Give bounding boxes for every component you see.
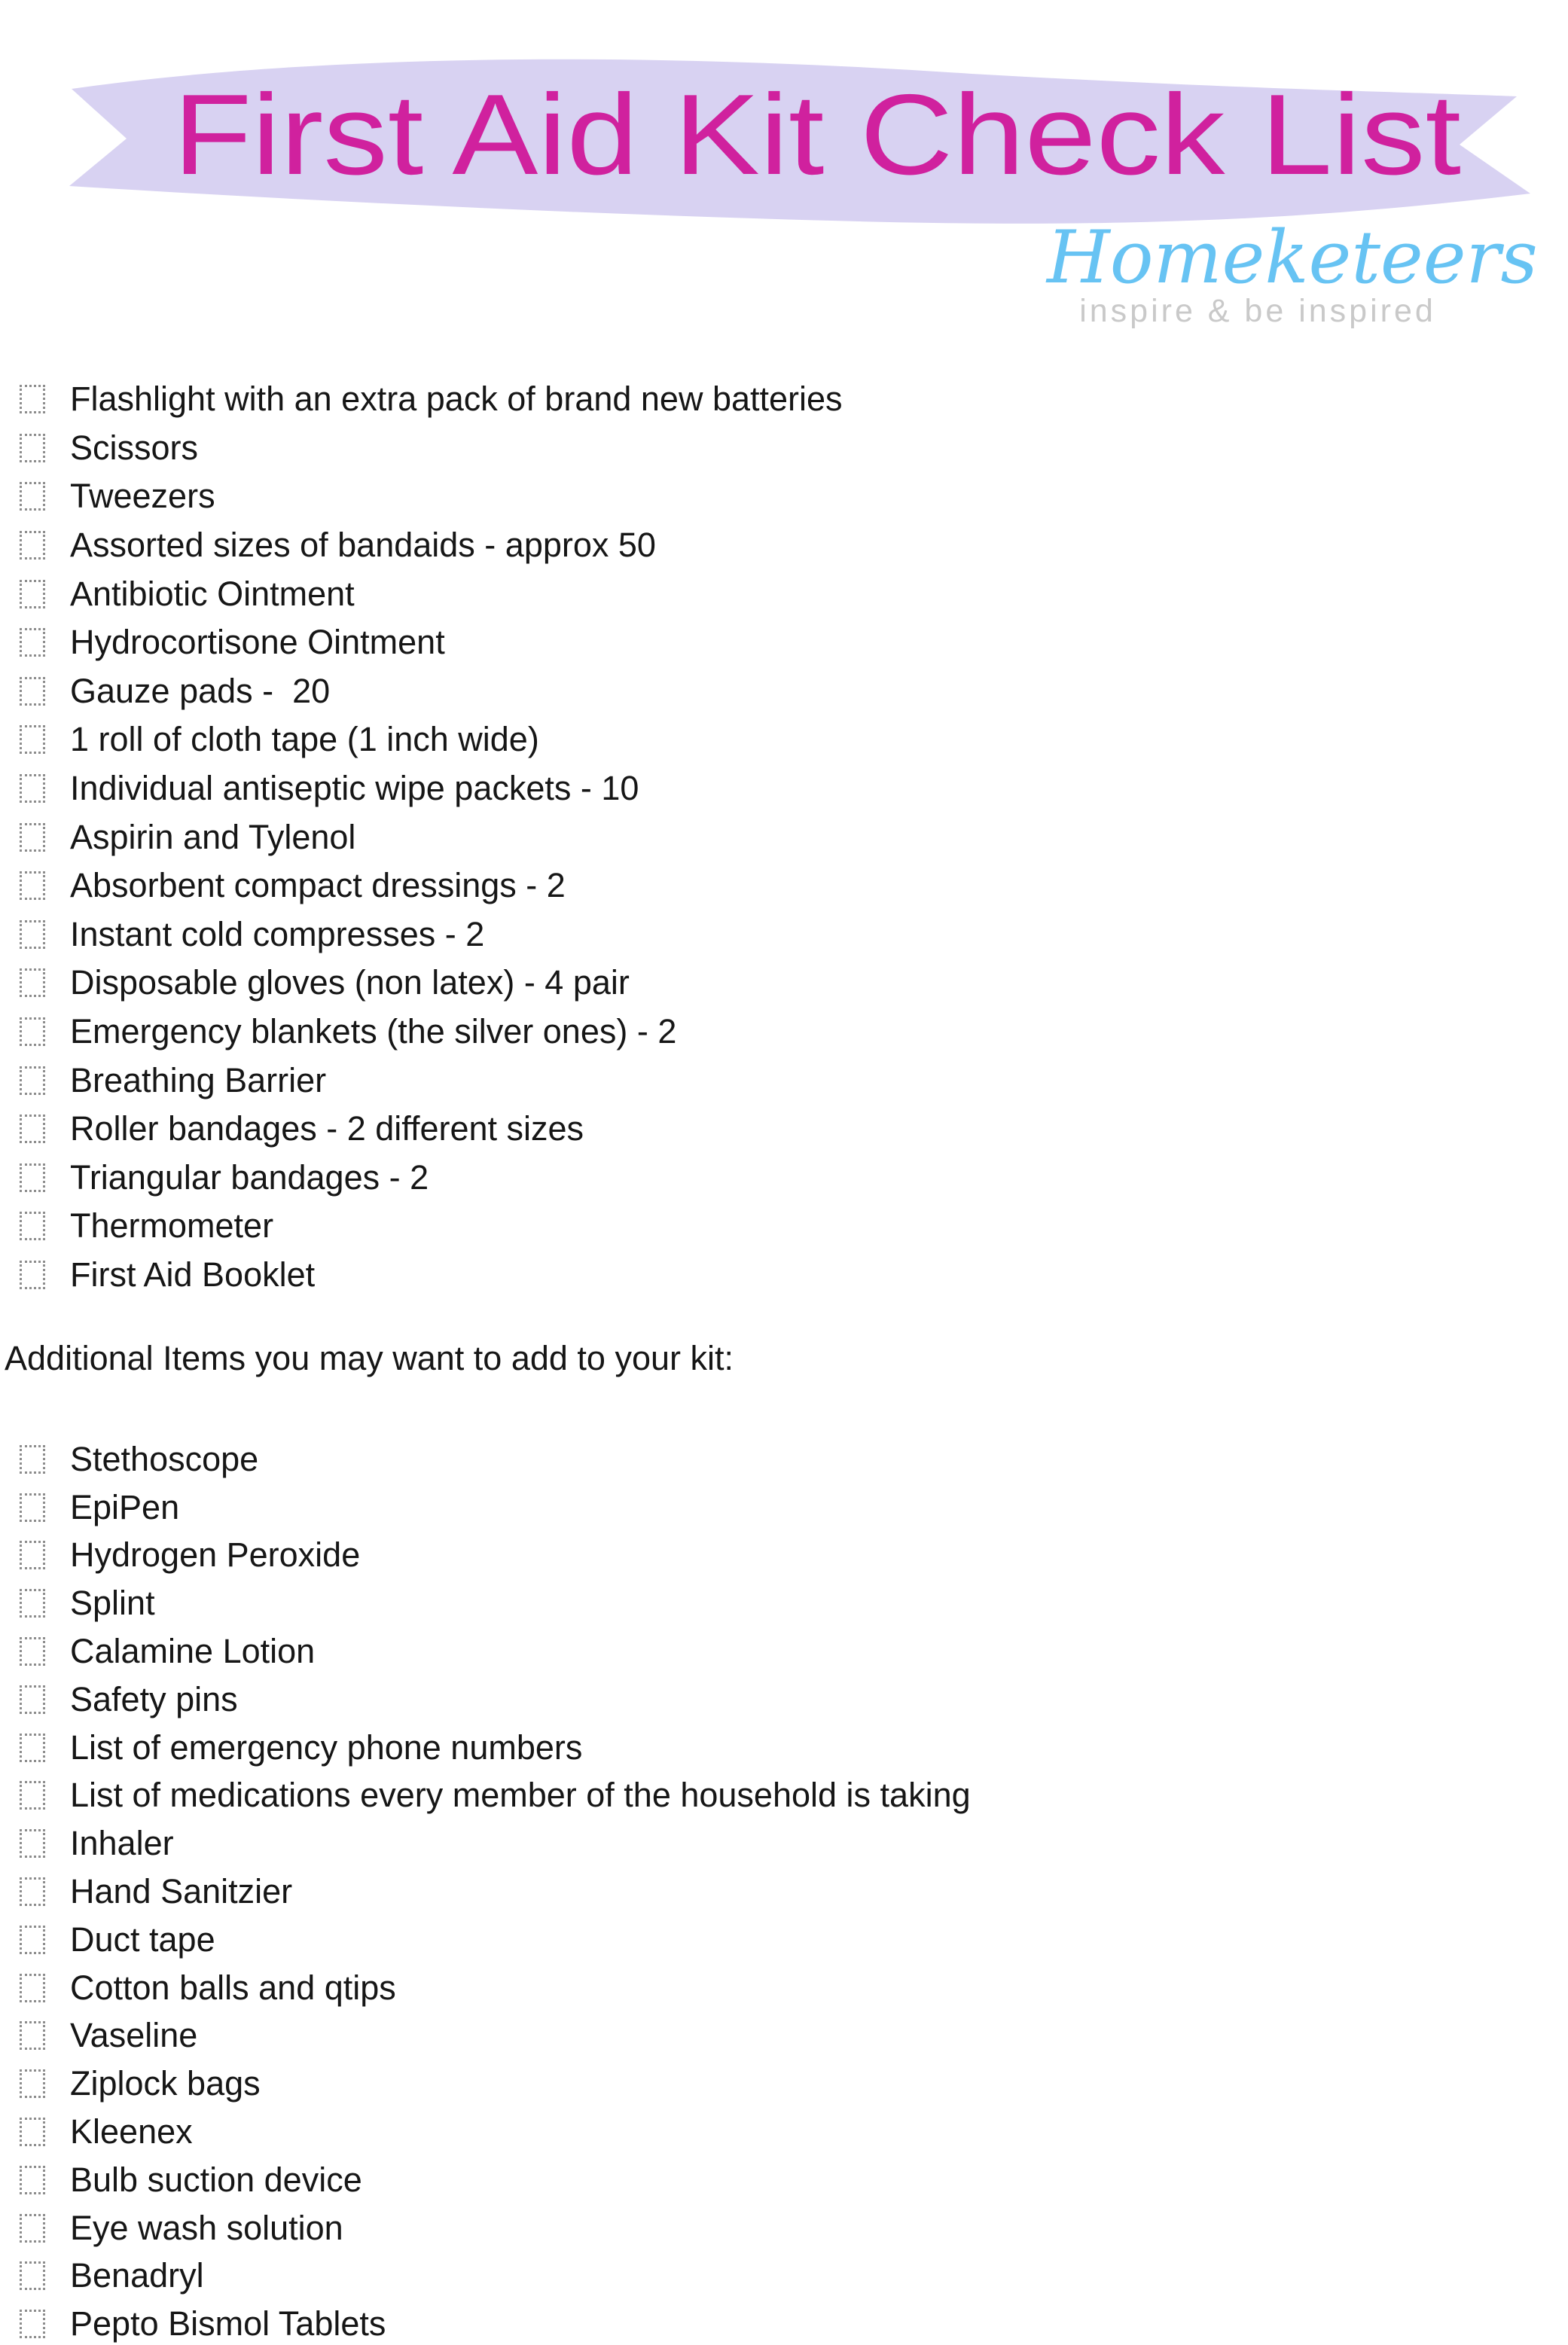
checklist-item-label: List of emergency phone numbers bbox=[70, 1727, 583, 1767]
checklist-item-label: Hydrogen Peroxide bbox=[70, 1535, 361, 1575]
checkbox[interactable] bbox=[20, 2021, 45, 2050]
checklist-row bbox=[20, 1868, 971, 1916]
checklist-row bbox=[20, 1772, 971, 1820]
checklist-item-label: Pepto Bismol Tablets bbox=[70, 2304, 386, 2343]
checklist-row bbox=[20, 2252, 971, 2301]
checkbox[interactable] bbox=[20, 482, 45, 511]
checkbox[interactable] bbox=[20, 1261, 45, 1289]
checklist-row bbox=[20, 521, 843, 570]
checkbox[interactable] bbox=[20, 434, 45, 462]
checkbox[interactable] bbox=[20, 871, 45, 900]
checklist-item-label: Cotton balls and qtips bbox=[70, 1968, 396, 2007]
checklist-row bbox=[20, 2300, 971, 2345]
checklist-row bbox=[20, 959, 843, 1008]
checkbox[interactable] bbox=[20, 2261, 45, 2290]
additional-items-checklist bbox=[20, 1435, 971, 2345]
checkbox[interactable] bbox=[20, 823, 45, 852]
page-title: First Aid Kit Check List bbox=[173, 71, 1462, 199]
checklist-row bbox=[20, 910, 843, 959]
checklist-item-label: Assorted sizes of bandaids - approx 50 bbox=[70, 526, 656, 565]
checklist-row bbox=[20, 1056, 843, 1105]
checkbox[interactable] bbox=[20, 1589, 45, 1618]
checkbox[interactable] bbox=[20, 1115, 45, 1143]
checklist-item-label: Benadryl bbox=[70, 2256, 204, 2295]
checklist-item-label: Hydrocortisone Ointment bbox=[70, 623, 445, 662]
checkbox[interactable] bbox=[20, 628, 45, 657]
checklist-row bbox=[20, 764, 843, 813]
checkbox[interactable] bbox=[20, 2166, 45, 2194]
checklist-item-label: Safety pins bbox=[70, 1679, 238, 1718]
checklist-row bbox=[20, 1819, 971, 1868]
checkbox[interactable] bbox=[20, 2310, 45, 2338]
checklist-row bbox=[20, 1532, 971, 1580]
checkbox[interactable] bbox=[20, 774, 45, 803]
checklist-item-label: Inhaler bbox=[70, 1824, 174, 1863]
checklist-item-label: 1 roll of cloth tape (1 inch wide) bbox=[70, 720, 539, 759]
checklist-row bbox=[20, 715, 843, 764]
checklist-item-label: First Aid Booklet bbox=[70, 1255, 316, 1294]
checklist-row bbox=[20, 618, 843, 667]
checklist-item-label: Breathing Barrier bbox=[70, 1060, 327, 1099]
checklist-item-label: Hand Sanitzier bbox=[70, 1872, 293, 1911]
checklist-item-label: Gauze pads - 20 bbox=[70, 671, 331, 710]
checklist-row bbox=[20, 375, 843, 424]
checklist-row bbox=[20, 2060, 971, 2108]
checklist-item-label: Instant cold compresses - 2 bbox=[70, 914, 485, 953]
checklist-item-label: Emergency blankets (the silver ones) - 2 bbox=[70, 1012, 677, 1051]
checkbox[interactable] bbox=[20, 1685, 45, 1714]
checklist-row bbox=[20, 667, 843, 716]
logo-tagline: inspire & be inspired bbox=[1079, 292, 1436, 329]
checklist-row bbox=[20, 1676, 971, 1724]
checkbox[interactable] bbox=[20, 1163, 45, 1192]
checklist-item-label: Stethoscope bbox=[70, 1439, 259, 1478]
checklist-row bbox=[20, 2108, 971, 2156]
checklist-item-label: List of medications every member of the household is taking bbox=[70, 1776, 971, 1815]
checklist-item-label: Kleenex bbox=[70, 2112, 193, 2151]
checklist-item-label: Flashlight with an extra pack of brand new batteries bbox=[70, 380, 843, 419]
checklist-row bbox=[20, 813, 843, 861]
checklist-item-label: Disposable gloves (non latex) - 4 pair bbox=[70, 963, 630, 1002]
checklist-row bbox=[20, 1251, 843, 1300]
checkbox[interactable] bbox=[20, 2069, 45, 2098]
checkbox[interactable] bbox=[20, 2214, 45, 2243]
checklist-row bbox=[20, 2156, 971, 2204]
checkbox[interactable] bbox=[20, 2118, 45, 2146]
checklist-item-label: Tweezers bbox=[70, 477, 215, 516]
title-banner bbox=[0, 0, 1568, 249]
checklist-item-label: Roller bandages - 2 different sizes bbox=[70, 1109, 584, 1148]
checklist-row bbox=[20, 1964, 971, 2012]
checklist-item-label: Thermometer bbox=[70, 1206, 274, 1246]
checkbox[interactable] bbox=[20, 1017, 45, 1046]
checklist-item-label: Calamine Lotion bbox=[70, 1632, 316, 1671]
checkbox[interactable] bbox=[20, 1445, 45, 1474]
checklist-item-label: Antibiotic Ointment bbox=[70, 574, 355, 613]
checklist-item-label: Individual antiseptic wipe packets - 10 bbox=[70, 769, 639, 808]
checkbox[interactable] bbox=[20, 1066, 45, 1095]
checklist-row bbox=[20, 1627, 971, 1676]
checklist-item-label: Triangular bandages - 2 bbox=[70, 1157, 429, 1197]
checklist-item-label: Aspirin and Tylenol bbox=[70, 817, 356, 856]
checklist-row bbox=[20, 569, 843, 618]
checklist-row bbox=[20, 1916, 971, 1964]
checklist-item-label: Ziplock bags bbox=[70, 2064, 261, 2103]
checklist-row bbox=[20, 1105, 843, 1154]
checklist-row bbox=[20, 472, 843, 521]
logo-homeketeers-wordmark: Homeketeers bbox=[1047, 215, 1538, 300]
checklist-item-label: Duct tape bbox=[70, 1920, 215, 1959]
checkbox[interactable] bbox=[20, 1212, 45, 1240]
checklist-item-label: EpiPen bbox=[70, 1487, 180, 1526]
checkbox[interactable] bbox=[20, 580, 45, 608]
checklist-item-label: Vaseline bbox=[70, 2016, 198, 2055]
checklist-item-label: Absorbent compact dressings - 2 bbox=[70, 866, 566, 905]
checklist-row bbox=[20, 2012, 971, 2060]
checklist-row bbox=[20, 1202, 843, 1251]
checklist-row bbox=[20, 2204, 971, 2252]
checkbox[interactable] bbox=[20, 968, 45, 997]
checklist-item-label: Splint bbox=[70, 1584, 155, 1623]
checkbox[interactable] bbox=[20, 677, 45, 706]
logo bbox=[1047, 215, 1538, 330]
checklist-row bbox=[20, 424, 843, 473]
checklist-row bbox=[20, 1435, 971, 1484]
checklist-item-label: Bulb suction device bbox=[70, 2160, 362, 2199]
checkbox[interactable] bbox=[20, 1781, 45, 1810]
checkbox[interactable] bbox=[20, 1877, 45, 1906]
checkbox[interactable] bbox=[20, 920, 45, 949]
checkbox[interactable] bbox=[20, 1637, 45, 1666]
checklist-row bbox=[20, 1579, 971, 1627]
checkbox[interactable] bbox=[20, 1734, 45, 1762]
checklist-row bbox=[20, 1008, 843, 1057]
checkbox[interactable] bbox=[20, 1541, 45, 1569]
first-aid-checklist bbox=[20, 375, 843, 1299]
additional-items-heading: Additional Items you may want to add to your kit: bbox=[5, 1339, 734, 1377]
checkbox[interactable] bbox=[20, 1493, 45, 1522]
checklist-row bbox=[20, 1484, 971, 1532]
checkbox[interactable] bbox=[20, 531, 45, 560]
checklist-item-label: Scissors bbox=[70, 428, 199, 467]
checkbox[interactable] bbox=[20, 385, 45, 413]
checkbox[interactable] bbox=[20, 1829, 45, 1858]
checklist-row bbox=[20, 861, 843, 910]
checkbox[interactable] bbox=[20, 1974, 45, 2002]
checkbox[interactable] bbox=[20, 725, 45, 754]
checkbox[interactable] bbox=[20, 1926, 45, 1954]
checklist-row bbox=[20, 1154, 843, 1203]
checklist-item-label: Eye wash solution bbox=[70, 2208, 343, 2247]
checklist-row bbox=[20, 1724, 971, 1772]
